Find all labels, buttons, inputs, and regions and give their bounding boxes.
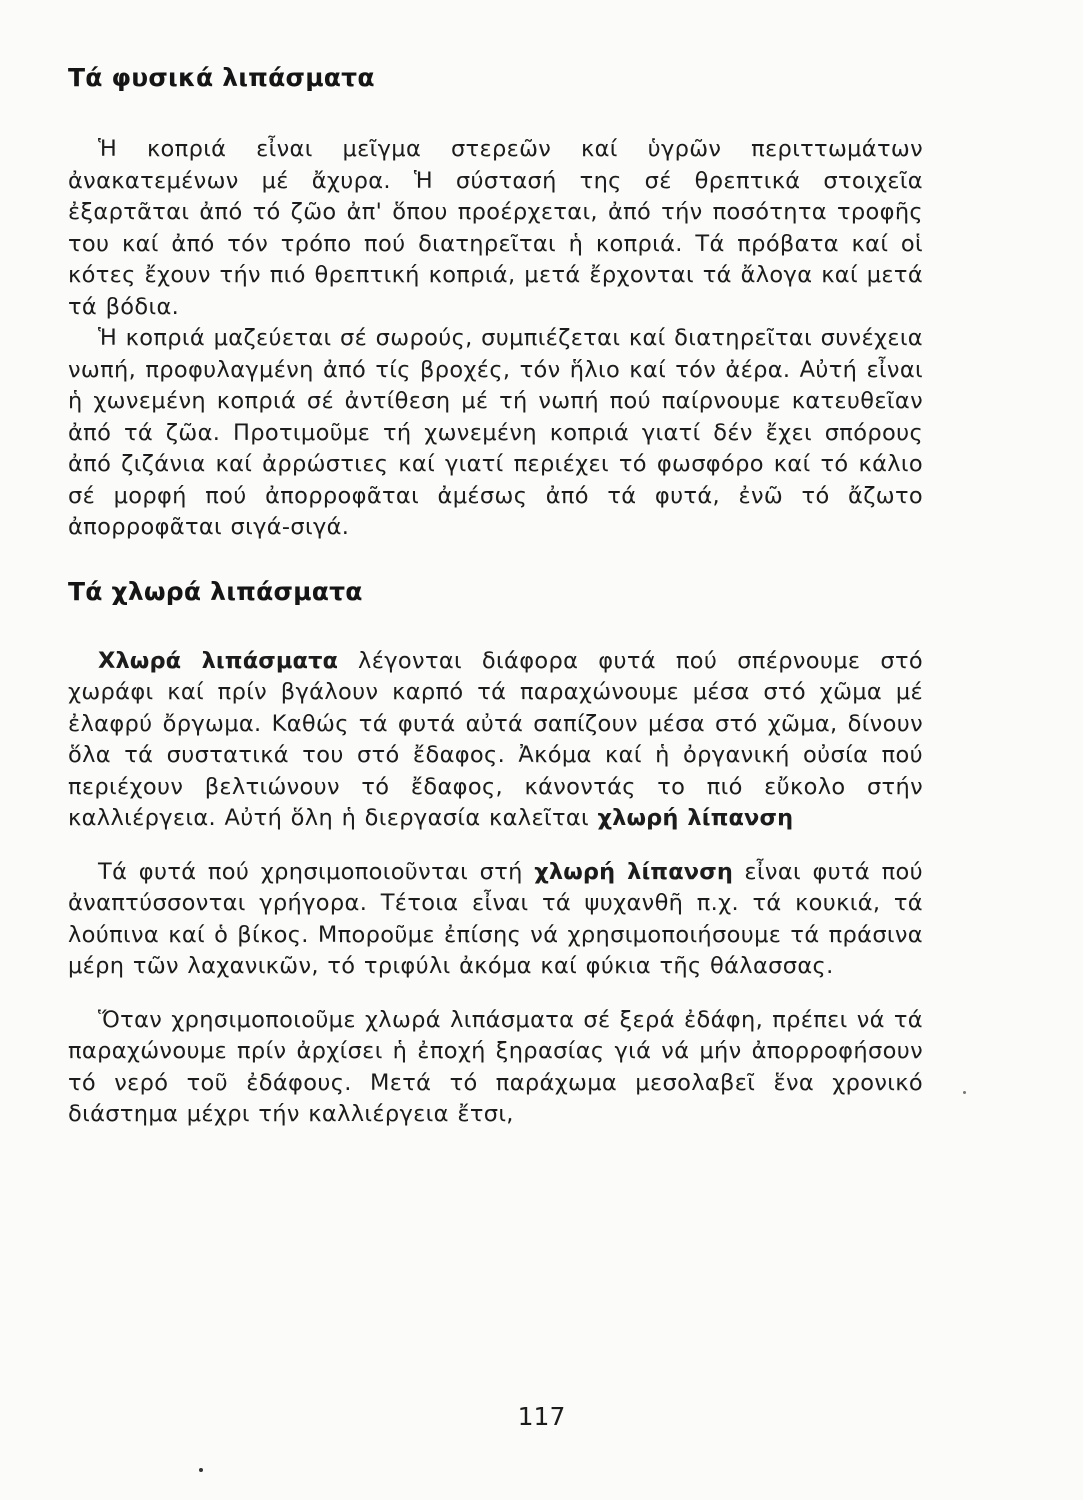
print-speck — [199, 1468, 203, 1472]
page-content — [68, 60, 923, 1131]
paragraph-text: εἶναι φυτά πού ἀναπτύσσονται γρήγορα. Τέτοια εἶναι τά ψυχανθῆ π.χ. τά κουκιά, τά λούπινα καί ὁ βίκος. Μποροῦμε ἐπίσης νά χρησιμοποιήσουμε τά πράσινα μέρη τῶν λαχανικῶν, τό τριφύλι ἀκόμα καί φύκια τῆς θάλασσας. — [68, 858, 923, 979]
page-number: 117 — [517, 1402, 566, 1431]
paragraph-text: Τά φυτά πού χρησιμοποιοῦνται στή — [98, 858, 535, 885]
bold-term-green-manuring: χλωρή λίπανση — [597, 805, 794, 831]
print-speck — [963, 1091, 966, 1094]
bold-term-green-fertilizers: Χλωρά λιπάσματα — [98, 647, 339, 674]
bold-term-green-manuring: χλωρή λίπανση — [534, 858, 733, 885]
section-title-natural-fertilizers: Τά φυσικά λιπάσματα — [68, 63, 375, 92]
paragraph-manure-composition: Ἡ κοπριά εἶναι μεῖγμα στερεῶν καί ὑγρῶν περιττωμάτων ἀνακατεμένων μέ ἄχυρα. Ἡ σύστασή της σέ θρεπτικά στοιχεῖα ἐξαρτᾶται ἀπό τό ζῶο ἀπ' ὅπου προέρχεται, ἀπό τήν ποσότητα τροφῆς του καί ἀπό τόν τρόπο πού διατηρεῖται ἡ κοπριά. Τά πρόβατα καί οἱ κότες ἔχουν τήν πιό θρεπτική κοπριά, μετά ἔρχονται τά ἄλογα καί μετά τά βόδια. — [68, 136, 923, 320]
paragraph-green-fertilizers-definition — [68, 646, 923, 835]
section-title-green-fertilizers: Τά χλωρά λιπάσματα — [68, 576, 363, 606]
paragraph-green-manuring-plants — [68, 857, 923, 983]
paragraph-dry-soils: Ὅταν χρησιμοποιοῦμε χλωρά λιπάσματα σέ ξερά ἐδάφη, πρέπει νά τά παραχώνουμε πρίν ἀρχίσει ἡ ἐποχή ξηρασίας γιά νά μήν ἀπορροφήσουν τό νερό τοῦ ἐδάφους. Μετά τό παράχωμα μεσολαβεῖ ἕνα χρονικό διάστημα μέχρι τήν καλλιέργεια ἔτσι, — [68, 1006, 923, 1127]
paragraph-text: λέγονται διάφορα φυτά πού σπέρνουμε στό χωράφι καί πρίν βγάλουν καρπό τά παραχώνουμε μέσα στό χῶμα μέ ἐλαφρύ ὄργωμα. Καθώς τά φυτά αὐτά σαπίζουν μέσα στό χῶμα, δίνουν ὅλα τά συστατικά του στό ἔδαφος. Ἀκόμα καί ἡ ὀργανική οὐσία πού περιέχουν βελτιώνουν τό ἔδαφος, κάνοντάς το πιό εὔκολο στήν καλλιέργεια. Αὐτή ὅλη ἡ διεργασία καλεῖται — [68, 647, 924, 831]
paragraph-manure-storage: Ἡ κοπριά μαζεύεται σέ σωρούς, συμπιέζεται καί διατηρεῖται συνέχεια νωπή, προφυλαγμένη ἀπό τίς βροχές, τόν ἥλιο καί τόν ἀέρα. Αὐτή εἶναι ἡ χωνεμένη κοπριά σέ ἀντίθεση μέ τή νωπή πού παίρνουμε κατευθεῖαν ἀπό τά ζῶα. Προτιμοῦμε τή χωνεμένη κοπριά γιατί δέν ἔχει σπόρους ἀπό ζιζάνια καί ἀρρώστιες καί γιατί περιέχει τό φωσφόρο καί τό κάλιο σέ μορφή πού ἀπορροφᾶται ἀμέσως ἀπό τά φυτά, ἐνῶ τό ἄζωτο ἀπορροφᾶται σιγά-σιγά. — [68, 325, 923, 540]
